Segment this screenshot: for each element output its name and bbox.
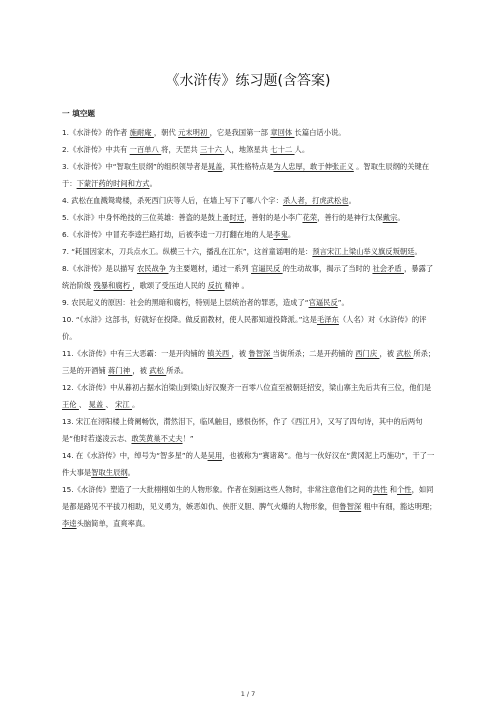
answer-text: 西门庆	[355, 349, 380, 358]
question-text: 和	[387, 485, 397, 494]
answer-text: 镇关西	[207, 349, 232, 358]
question-text: ，它是我国第一部	[209, 128, 271, 137]
question-text: 13. 宋江在浔阳楼上倚阑畅饮，潸然泪下，临风触目，感恨伤怀，作了《西江月》，又写了四句诗，其中的后两句是“他时若遂凌云志、	[62, 417, 423, 443]
answer-text: 元末明初	[178, 128, 210, 137]
question-text: 的生动故事，揭示了当时的	[282, 264, 373, 273]
page-title: 《水浒传》练习题(含答案)	[165, 73, 331, 89]
answer-text: 反抗	[207, 281, 225, 290]
question-text: 。	[149, 179, 157, 188]
question-text: 。	[132, 400, 140, 409]
answer-text: 社会矛盾	[372, 264, 404, 273]
question-text: 2.《水浒传》中共有	[62, 145, 130, 154]
question-text: 11.《水浒传》中有三大恶霸：一是开肉铺的	[62, 349, 208, 358]
question-item	[62, 294, 439, 311]
question-item	[62, 141, 439, 158]
question-text: ，被	[132, 366, 150, 375]
question-text: ，暴露了统治阶级	[62, 264, 434, 290]
question-text: 4. 武松在血溅鸳鸯楼，杀死西门庆等人后，在墙上写下了哪八个字：	[62, 196, 283, 205]
answer-text: 官逼民反	[251, 264, 283, 273]
question-text: 9. 农民起义的原因：社会的黑暗和腐朽，特别是上层统治者的罪恶，造成了“	[62, 298, 309, 307]
question-text: 、	[105, 400, 116, 409]
answer-text: 智取生辰纲	[91, 468, 128, 477]
question-text: 为主要题材，通过一系列	[168, 264, 252, 273]
question-text: 7. “耗国因家木，刀兵点水工。纵横三十六，播乱在江东”，这首童谣唱的是：	[62, 247, 313, 256]
question-item	[62, 124, 439, 141]
question-text: 、	[78, 400, 89, 409]
question-list	[62, 124, 439, 532]
question-text: 人，地煞星共	[224, 145, 271, 154]
answer-text: 共性	[372, 485, 388, 494]
section-heading: 一 填空题	[62, 109, 96, 118]
question-item	[62, 379, 439, 413]
question-item	[62, 243, 439, 260]
answer-text: 花荣	[302, 213, 318, 222]
answer-text: 晁盖	[88, 400, 106, 409]
question-text: 12.《水浒传》中从暮初占据水泊梁山到梁山好汉聚齐一百零八位直至被朝廷招安，梁山寨主先后共有三位，他们是	[62, 383, 432, 392]
question-text: 8.《水浒传》是以描写	[62, 264, 137, 273]
question-text: ！”	[182, 434, 194, 443]
question-text: 将，天罡共	[161, 145, 200, 154]
answer-text: 章回体	[270, 128, 295, 137]
question-text: 5.《水浒》中身怀绝技的三位英雄：善盗的是鼓上蚤	[62, 213, 230, 222]
answer-text: 为人忠厚，敢于伸张正义	[273, 162, 354, 171]
answer-text: 武松	[396, 349, 414, 358]
answer-text: 李逵	[62, 519, 77, 528]
question-text: ，歌颂了受压迫人民的	[132, 281, 208, 290]
answer-text: 王伦	[62, 400, 79, 409]
answer-text: 蒋门神	[108, 366, 133, 375]
answer-text: 时迁	[229, 213, 245, 222]
question-text: 。	[287, 230, 296, 239]
answer-text: 官逼民反	[308, 298, 338, 307]
answer-text: 敢笑黄巢不丈夫	[131, 434, 183, 443]
answer-text: 鲁智深	[339, 502, 362, 511]
question-text: （人名）对《水浒传》的评价。	[62, 315, 427, 341]
question-text: 。	[348, 196, 356, 205]
question-text: ，其性格特点是	[222, 162, 274, 171]
answer-text: 施耐庵	[129, 128, 154, 137]
question-item	[62, 226, 439, 243]
question-text: ，也被称为“赛诸葛”。他与一伙好汉在“黄冈泥上巧施功”，干了一件大事是	[62, 451, 435, 477]
question-text: ，被	[379, 349, 397, 358]
question-item	[62, 158, 439, 192]
question-item	[62, 192, 439, 209]
question-text: 人。	[294, 145, 310, 154]
answer-text: 一百单八	[129, 145, 162, 154]
question-text: 头脑简单，直爽率真。	[76, 519, 150, 528]
answer-text: 武松	[149, 366, 167, 375]
answer-text: 晁盖	[207, 162, 223, 171]
question-text: 14. 在《水浒传》中，绰号为“智多星”的人是	[62, 451, 208, 460]
question-text: 精神 。	[224, 281, 249, 290]
question-text: 15.《水浒传》塑造了一大批栩栩如生的人物形象。作者在刻画这些人物时，非常注意他们之间的	[62, 485, 373, 494]
question-text: ，朝代	[153, 128, 179, 137]
question-text: 所杀；三是的开酒铺	[62, 349, 436, 375]
answer-text: 杀人者，打虎武松也	[282, 196, 349, 205]
question-text: 所杀。	[166, 366, 189, 375]
answer-text: 七十二	[270, 145, 295, 154]
question-item	[62, 447, 439, 481]
question-text: 长篇白话小说。	[294, 128, 346, 137]
answer-text: 残暴和腐朽	[93, 281, 133, 290]
question-text: 。智取生辰纲的关键在于：	[62, 162, 430, 188]
question-text: ，善射的是小李广	[244, 213, 303, 222]
question-text: 。	[127, 468, 135, 477]
question-text: 10. “《水浒》这部书，好就好在投降。做反面教材，使人民都知道投降派。”这是	[62, 315, 317, 324]
question-text: ，如同是都是路见不平拔刀相助，见义勇为，嫉恶如仇、侠肝义胆、脾气火爆的人物形象，但	[62, 485, 434, 511]
question-text: 。	[414, 247, 422, 256]
question-text: 1.《水浒传》的作者	[62, 128, 130, 137]
question-text: ，善行的是神行太保	[317, 213, 383, 222]
answer-text: 个性	[397, 485, 412, 494]
answer-text: 农民战争	[136, 264, 169, 273]
answer-text: 戴宗	[382, 213, 398, 222]
question-text: ”。	[337, 298, 349, 307]
question-item	[62, 311, 439, 345]
answer-text: 吴用	[207, 451, 223, 460]
question-text: 当街所杀；二是开药铺的	[272, 349, 356, 358]
question-item	[62, 209, 439, 226]
question-text: 3.《水浒传》中“智取生辰纲”的组织领导者是	[62, 162, 208, 171]
answer-text: 预言宋江上梁山举义旗反叛朝廷	[312, 247, 415, 256]
answer-text: 宋江	[115, 400, 133, 409]
answer-text: 三十六	[199, 145, 225, 154]
question-item	[62, 260, 439, 294]
answer-text: 毛泽东	[316, 315, 339, 324]
question-text: 6.《水浒传》中冒充李逵拦路打劫，后被李逵一刀打翻在地的人是	[62, 230, 274, 239]
question-item	[62, 481, 439, 532]
answer-text: 下蒙汗药的时间和方式	[76, 179, 150, 188]
question-item	[62, 413, 439, 447]
answer-text: 李鬼	[273, 230, 288, 239]
question-item	[62, 345, 439, 379]
page-number: 1 / 7	[240, 690, 256, 698]
answer-text: 鲁智深	[248, 349, 273, 358]
question-text: 粗中有细，豁达明理；	[361, 502, 437, 511]
question-text: 。	[397, 213, 405, 222]
question-text: ，被	[231, 349, 249, 358]
